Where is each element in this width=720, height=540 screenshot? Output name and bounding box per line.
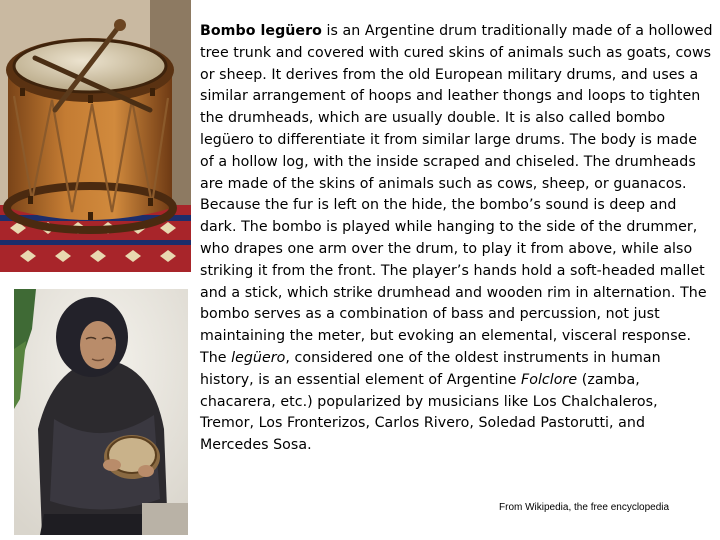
bombo-drum-image	[0, 0, 191, 272]
woman-with-drum-image	[14, 289, 188, 535]
article-italic-folclore: Folclore	[521, 371, 578, 388]
article-term: Bombo legüero	[200, 23, 322, 39]
article-italic-leguero: legüero	[231, 349, 286, 366]
source-credit: From Wikipedia, the free encyclopedia	[499, 502, 670, 513]
bombo-drum-photo	[0, 0, 191, 272]
article-paragraph	[200, 21, 714, 457]
article-text-part-3: (zamba, chacarera, etc.) popularized by musicians like Los Chalchaleros, Tremor, Los Fronterizos, Carlos Rivero, Soledad Pastorutti, and Mercedes Sosa.	[200, 371, 658, 454]
article-text-part-1: is an Argentine drum traditionally made of a hollowed tree trunk and covered with cured skins of animals such as goats, cows or sheep. It derives from the old European military drums, and uses a similar arrangement of hoops and leather thongs and loops to tighten the drumheads, which are usually double. It is also called bombo legüero to differentiate it from similar large drums. The body is made of a hollow log, with the inside scraped and chiseled. The drumheads are made of the skins of animals such as cows, sheep, or guanacos. Because the fur is left on the hide, the bombo’s sound is deep and dark. The bombo is played while hanging to the side of the drummer, who drapes one arm over the drum, to play it from above, while also striking it from the front. The player’s hands hold a soft-headed mallet and a stick, which strike drumhead and wooden rim in alternation. The bombo serves as a combination of bass and percussion, not just maintaining the meter, but evoking an elemental, visceral response. The	[200, 23, 713, 366]
article-text-part-2: , considered one of the oldest instruments in human history, is an essential element of Argentine	[200, 349, 661, 388]
woman-with-drum-photo	[14, 289, 188, 535]
